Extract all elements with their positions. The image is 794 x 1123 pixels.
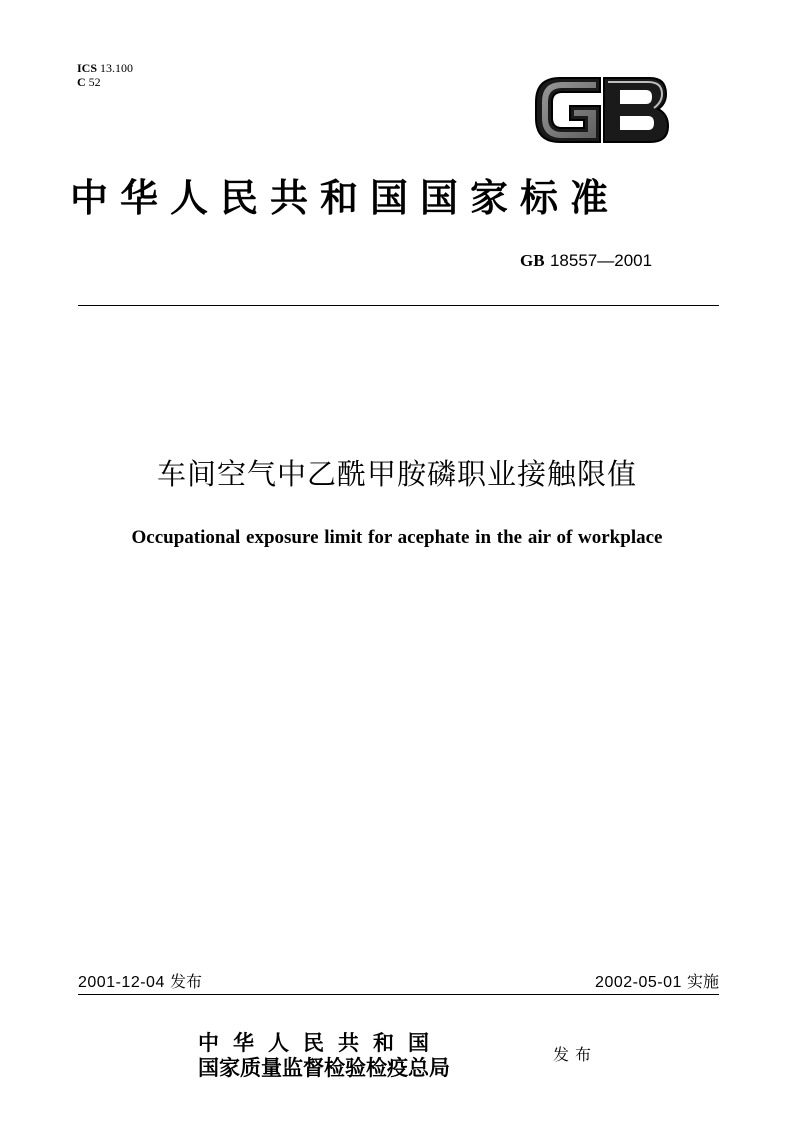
issue-date-line <box>78 971 202 994</box>
ccs-line <box>77 75 133 89</box>
gb-logo-graphic <box>530 72 672 148</box>
footer-divider <box>78 994 719 995</box>
standard-code-prefix: GB <box>520 251 545 270</box>
issue-label: 发布 <box>169 972 202 991</box>
ics-code: 13.100 <box>100 61 134 75</box>
implement-date-line <box>595 971 719 994</box>
standard-code-number: 18557—2001 <box>549 251 653 270</box>
classification-codes <box>77 61 133 89</box>
ccs-code: 52 <box>88 75 101 89</box>
national-standard-heading: 中华人民共和国国家标准 <box>70 176 621 220</box>
document-title-english: Occupational exposure limit for acephate in the air of workplace <box>131 527 663 548</box>
document-title-chinese: 车间空气中乙酰甲胺磷职业接触限值 <box>156 457 637 491</box>
implement-date: 2002-05-01 <box>595 974 682 991</box>
publisher-line-1: 中华人民共和国 <box>198 1031 443 1055</box>
implement-label: 实施 <box>686 972 719 991</box>
ccs-label: C <box>77 75 86 89</box>
ics-label: ICS <box>77 61 98 75</box>
publisher-line-2: 国家质量监督检验检疫总局 <box>198 1056 450 1080</box>
header-divider <box>78 305 719 306</box>
gb-logo <box>530 72 672 148</box>
publish-label: 发布 <box>553 1045 598 1064</box>
ics-line <box>77 61 133 75</box>
issue-date: 2001-12-04 <box>78 974 165 991</box>
standard-code <box>520 250 720 272</box>
